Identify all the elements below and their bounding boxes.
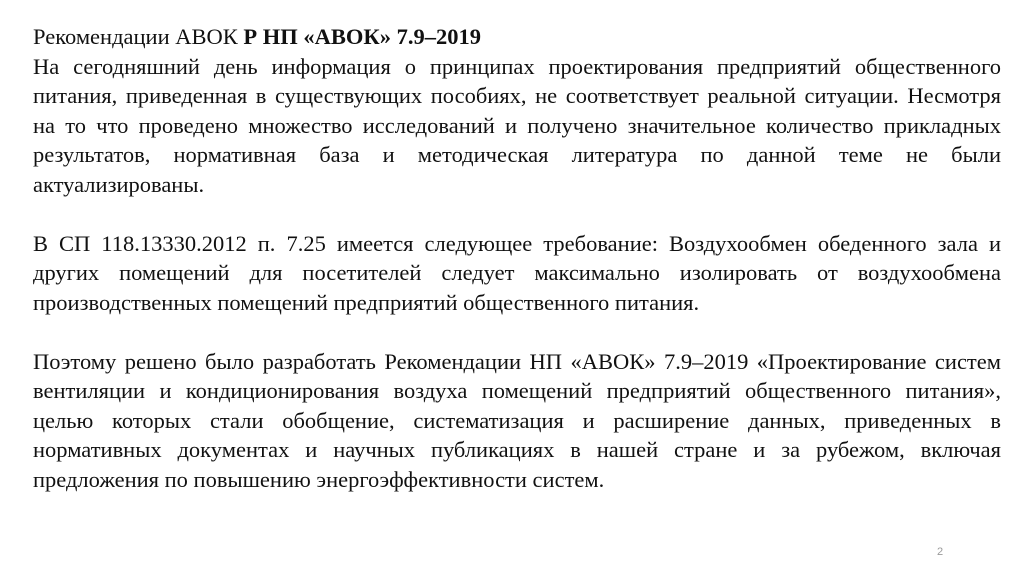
paragraph-3: Поэтому решено было разработать Рекомендации НП «АВОК» 7.9–2019 «Проектирование систем вентиляции и кондиционирования воздуха помещений предприятий общественного питания», целью которых стали обобщение, систематизация и расширение данных, приведенных в нормативных документах и научных публикациях в нашей стране и за рубежом, включая предложения по повышению энергоэффективности систем. [33, 348, 1001, 492]
title-bold: Р НП «АВОК» 7.9–2019 [243, 24, 481, 49]
slide-title [33, 22, 1001, 52]
page-number: 2 [937, 546, 944, 558]
title-prefix: Рекомендации АВОК [33, 24, 244, 49]
paragraph-spacer [33, 199, 1001, 229]
slide-content [33, 22, 1001, 494]
paragraph-2: В СП 118.13330.2012 п. 7.25 имеется следующее требование: Воздухообмен обеденного зала и других помещений для посетителей следует максимально изолировать от воздухообмена производственных помещений предприятий общественного питания. [33, 230, 1001, 315]
paragraph-1: На сегодняшний день информация о принципах проектирования предприятий общественного питания, приведенная в существующих пособиях, не соответствует реальной ситуации. Несмотря на то что проведено множество исследований и получено значительное количество прикладных результатов, нормативная база и методическая литература по данной теме не были актуализированы. [33, 53, 1001, 197]
paragraph-spacer [33, 317, 1001, 347]
